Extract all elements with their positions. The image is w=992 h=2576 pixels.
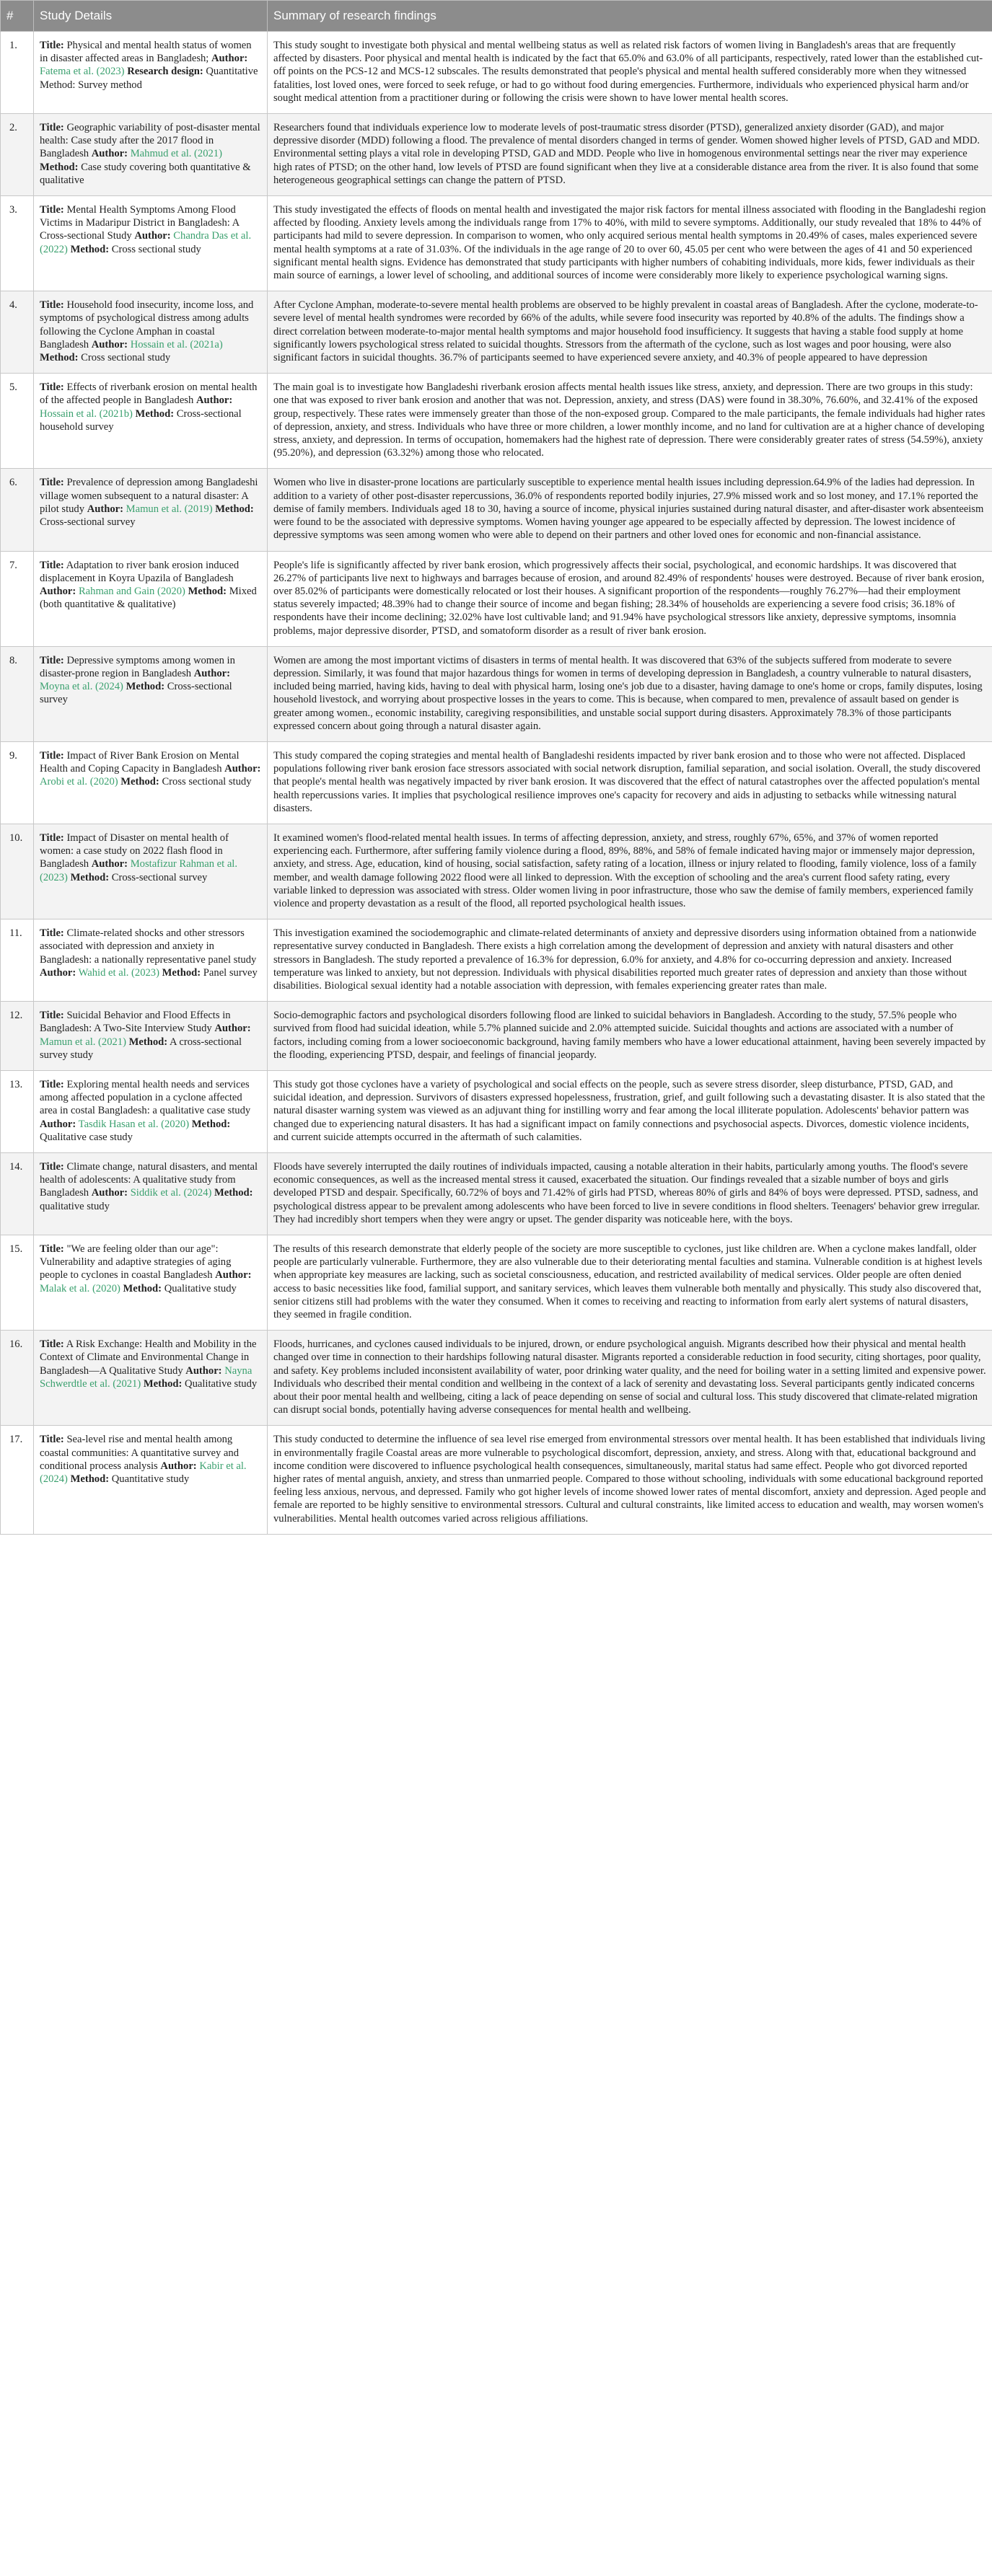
author-citation-link[interactable]: Hossain et al. (2021a) [130, 338, 223, 350]
study-title: Prevalence of depression among Bangladeshi village women subsequent to a natural disaster: A pilot study [40, 477, 258, 515]
summary-cell [268, 1235, 992, 1331]
study-title: A Risk Exchange: Health and Mobility in the Context of Climate and Environmental Change in Bangladesh—A Qualitative Study [40, 1338, 257, 1377]
author-citation-link[interactable]: Nayna Schwerdtle et al. (2021) [40, 1364, 253, 1390]
summary-cell [268, 824, 992, 919]
study-details-cell [34, 741, 268, 824]
row-number-text: 13. [9, 1079, 23, 1090]
row-number [1, 1235, 34, 1331]
table-row [1, 374, 992, 469]
summary-cell [268, 551, 992, 646]
row-number [1, 1153, 34, 1235]
author-label: Author: [215, 1269, 252, 1282]
study-title: Mental Health Symptoms Among Flood Victims in Madaripur District in Bangladesh: A Cross-sectional Study [40, 204, 240, 242]
row-number-text: 12. [9, 1010, 23, 1022]
author-citation-link[interactable]: Tasdik Hasan et al. (2020) [78, 1118, 190, 1130]
method-label: Method: [126, 681, 165, 693]
summary-cell [268, 291, 992, 374]
summary-cell [268, 114, 992, 196]
study-method: Panel survey [203, 966, 258, 979]
row-number-text: 4. [9, 299, 17, 312]
table-row [1, 551, 992, 646]
summary-text: Researchers found that individuals experience low to moderate levels of post-traumatic stress disorder (PTSD), generalized anxiety disorder (GAD), and major depressive disorder (MDD) following a flood. The prevalence of mental disorders changed in terms of gender. Women showed higher levels of PTSD, GAD and MDD. Environmental setting plays a vital role in developing PTSD, GAD and MDD. People who live in homogenous environmental settings near the river may experience high rates of PTSD; on the other hand, low levels of PTSD are found significant when they live at a considerable distance area from the river. It is also found that some heterogeneous geographical settings can change the pattern of PTSD. [273, 122, 980, 186]
study-method: Cross-sectional household survey [40, 407, 242, 433]
study-title: Effects of riverbank erosion on mental health of the affected people in Bangladesh [40, 381, 258, 407]
author-label: Author: [224, 763, 261, 775]
summary-text: This investigation examined the sociodemographic and climate-related determinants of anxiety and depressive disorders using information obtained from a nationwide representative survey conducted in Bangladesh. There exists a high correlation among the development of depression and anxiety with natural disasters and other stressors in Bangladesh. The study reported a prevalence of 16.3% for depression, 6.0% for anxiety, and 4.8% for co-occurring depression and anxiety. Increased temperature was linked to anxiety, but not depression. Individuals with physical disabilities reported much greater rates of depression and anxiety than those without disabilities. Biological sexual identity had a notable association with depression, with females experiencing greater rates than male. [273, 927, 977, 992]
row-number [1, 741, 34, 824]
header-summary: Summary of research findings [268, 1, 992, 32]
summary-cell [268, 741, 992, 824]
row-number [1, 469, 34, 551]
row-number [1, 919, 34, 1002]
study-title: Physical and mental health status of women in disaster affected areas in Bangladesh; [40, 40, 252, 65]
summary-text: Women are among the most important victims of disasters in terms of mental health. It was discovered that 63% of the subjects suffered from moderate to severe depression. Similarly, it was found that major hazardous things for women in terms of developing depression in Bangladesh, a country vulnerable to natural disasters, included being married, having kids, having to deal with physical harm, losing one's job due to a disaster, having damage to one's home or crops, family disputes, losing household livestock, and worrying about prospective losses in the years to come. This is because, when compared to men, prevalence of assault based on gender is greater among women., economic instability, caregiving responsibilities, and unstable social support during disasters. Approximately 78.3% of those participants expressed concern about going through a natural disaster again. [273, 654, 983, 732]
study-details-cell [34, 469, 268, 551]
row-number-text: 7. [9, 559, 17, 571]
author-label: Author: [211, 53, 248, 65]
study-title: Depressive symptoms among women in disaster-prone region in Bangladesh [40, 654, 235, 679]
author-label: Author: [91, 858, 128, 870]
summary-cell [268, 469, 992, 551]
method-label: Method: [40, 352, 79, 364]
row-number-text: 17. [9, 1434, 23, 1446]
table-row [1, 32, 992, 114]
author-label: Author: [91, 338, 128, 350]
study-details-cell [34, 1426, 268, 1534]
author-citation-link[interactable]: Malak et al. (2020) [40, 1282, 120, 1294]
method-label: Method: [191, 1118, 231, 1130]
method-label: Research design: [127, 66, 203, 78]
summary-text: This study investigated the effects of floods on mental health and investigated the major risk factors for mental illness associated with flooding in the Bangladeshi region affected by flooding. Anxiety levels among the individuals range from 17% to 40%, with mild to severe symptoms. Additionally, our study revealed that 18% to 44% of participants had mild to severe depression. In comparison to women, who only acquired serious mental health symptoms in 20.49% of cases, males experienced severe mental health symptoms at a rate of 31.03%. Of the individuals in the age range of 20 to over 60, 45.05 per cent who were between the ages of 41 and 50 experienced significant mental health signs. Evidence has demonstrated that study participants with higher numbers of cohabiting individuals, more kids, fewer individuals as their main source of earnings, a lower level of schooling, and additional sources of income were considerably more likely to experience psychological warning signs. [273, 204, 986, 282]
title-label: Title: [40, 832, 64, 844]
title-label: Title: [40, 204, 64, 216]
method-label: Method: [128, 1036, 168, 1048]
method-label: Method: [123, 1282, 162, 1294]
author-label: Author: [193, 667, 230, 679]
title-label: Title: [40, 749, 64, 762]
title-label: Title: [40, 559, 64, 571]
table-row [1, 1153, 992, 1235]
table-row [1, 1331, 992, 1426]
summary-cell [268, 1331, 992, 1426]
title-label: Title: [40, 1434, 64, 1446]
table-row [1, 1235, 992, 1331]
study-title: "We are feeling older than our age": Vulnerability and adaptive strategies of aging people to cyclones in coastal Bangladesh [40, 1243, 232, 1282]
title-label: Title: [40, 1161, 64, 1173]
method-label: Method: [214, 1187, 253, 1199]
study-title: Exploring mental health needs and services among affected population in a cyclone affected area in costal Bangladesh: a qualitative case study [40, 1079, 251, 1117]
study-title: Sea-level rise and mental health among coastal communities: A quantitative survey and conditional process analysis [40, 1434, 240, 1472]
study-title: Suicidal Behavior and Flood Effects in Bangladesh: A Two-Site Interview Study [40, 1010, 231, 1035]
summary-text: People's life is significantly affected by river bank erosion, which progressively affects their social, psychological, and economic hardships. It was discovered that 26.27% of participants live next to highways and barrages because of erosion, and around 82.49% of respondents' houses were destroyed. Because of river bank erosion, over 85.02% of participants were domestically relocated or lost their houses. A significant proportion of the respondents—roughly 76.27%—had their employment status severely impacted; 48.39% had to change their source of income and began fishing; 28.34% of households are experiencing a severe food crisis; 36.18% of respondents have their income declining; 32.02% have lost cultivable land; and 91.94% have psychological stressors like anxiety, depressive symptoms, insomnia problems, major depressive disorder, PTSD, and somatoform disorder as a result of river bank erosion. [273, 559, 985, 637]
table-row [1, 1426, 992, 1534]
study-details-cell [34, 114, 268, 196]
title-label: Title: [40, 1079, 64, 1090]
row-number-text: 15. [9, 1243, 23, 1256]
row-number-text: 10. [9, 832, 23, 844]
study-method: Qualitative study [164, 1282, 237, 1294]
table-row [1, 1071, 992, 1153]
summary-text: After Cyclone Amphan, moderate-to-severe mental health problems are observed to be highly prevalent in coastal areas of Bangladesh. After the cyclone, moderate-to-severe level of mental health syndromes were recorded by 66% of the adults, while severe food insecurity was reported by 40.8% of the adults. The findings show a direct correlation between moderate-to-major mental health symptoms and major household food insufficiency. It suggests that having a stable food supply at home significantly lowers psychological stress related to suicidal thoughts. Stressors from the aftermath of the cyclone, such as lost wages and poor housing, were also significant factors in suicidal thoughts. 36.7% of participants seemed to have experienced severe anxiety, and 40.3% of people appeared to have depression [273, 299, 978, 364]
study-details-cell [34, 374, 268, 469]
author-citation-link[interactable]: Mostafizur Rahman et al. (2023) [40, 858, 238, 883]
row-number [1, 646, 34, 741]
study-details-cell [34, 32, 268, 114]
method-label: Method: [135, 407, 175, 420]
method-label: Method: [215, 503, 254, 515]
study-method: Cross sectional study [111, 243, 201, 255]
study-title: Climate-related shocks and other stressors associated with depression and anxiety in Bangladesh: a nationally representative panel study [40, 927, 257, 966]
author-label: Author: [160, 1460, 197, 1472]
study-method: A cross-sectional survey study [40, 1036, 242, 1061]
summary-cell [268, 32, 992, 114]
row-number [1, 291, 34, 374]
study-method: Case study covering both quantitative & qualitative [40, 161, 251, 186]
row-number-text: 11. [9, 927, 22, 940]
author-citation-link[interactable]: Arobi et al. (2020) [40, 776, 118, 788]
study-title: Household food insecurity, income loss, and symptoms of psychological distress among adults following the Cyclone Amphan in coastal Bangladesh [40, 299, 254, 350]
row-number-text: 14. [9, 1161, 23, 1173]
row-number-text: 1. [9, 40, 17, 51]
study-method: Qualitative study [185, 1377, 258, 1390]
study-method: Cross sectional study [81, 352, 171, 364]
row-number-text: 2. [9, 122, 17, 134]
method-label: Method: [70, 243, 110, 255]
method-label: Method: [143, 1377, 183, 1390]
title-label: Title: [40, 927, 64, 940]
study-method: Cross-sectional survey [40, 516, 136, 529]
author-label: Author: [196, 394, 233, 407]
summary-text: Women who live in disaster-prone locations are particularly susceptible to experience mental health issues including depression.64.9% of the ladies had depression. In addition to a variety of other post-disaster repercussions, 36.0% of respondents reported bodily injuries, 27.9% missed work and so lost money, and 17.1% reported the demise of family members. Individuals aged 18 to 30, having a source of income, physical injuries sustained during natural disaster, and after-disaster work absenteeism were found to be the associated with depressive symptoms. Women having younger age appeared to be especially affected by depression. The lowest incidence of depressive symptoms was seen among women who were able to depend on their partners and other loved ones for economic and non-financial assistance. [273, 477, 984, 542]
row-number-text: 6. [9, 477, 17, 489]
summary-text: This study sought to investigate both physical and mental wellbeing status as well as related risk factors of women living in Bangladesh's areas that are frequently affected by disasters. Poor physical and mental health is indicated by the fact that 65.0% and 63.0% of all participants, respectively, rated lower than the established cut-off points on the PCS-12 and MCS-12 subscales. The results demonstrated that people's physical and mental health suffered considerably more when they witnessed fatalities, lost loved ones, were forced to seek refuge, or had to go without food during emergencies. Furthermore, individuals who experienced physical harm and/or sought medical attention from a practitioner during or following the crisis were shown to have lower mental health scores. [273, 40, 983, 104]
method-label: Method: [162, 966, 201, 979]
title-label: Title: [40, 381, 64, 394]
row-number [1, 32, 34, 114]
author-label: Author: [40, 966, 76, 979]
author-citation-link[interactable]: Rahman and Gain (2020) [78, 585, 185, 597]
study-method: Cross-sectional survey [40, 681, 232, 706]
row-number-text: 5. [9, 381, 17, 394]
author-citation-link[interactable]: Wahid et al. (2023) [78, 966, 159, 979]
study-method: Quantitative Method: Survey method [40, 66, 258, 91]
row-number-text: 3. [9, 204, 17, 216]
author-citation-link[interactable]: Moyna et al. (2024) [40, 681, 123, 693]
study-title: Climate change, natural disasters, and mental health of adolescents: A qualitative study from Bangladesh [40, 1161, 258, 1199]
author-label: Author: [87, 503, 123, 515]
title-label: Title: [40, 1338, 64, 1351]
author-label: Author: [40, 1118, 76, 1130]
summary-text: This study got those cyclones have a variety of psychological and social effects on the people, such as severe stress disorder, sleep disturbance, PTSD, GAD, and suicidal ideation, and depression. Survivors of disasters expressed hopelessness, frustration, grief, and guilt following such a devastating disaster. It is also stated that the natural disaster warning system was viewed as an adjuvant thing for instilling worry and fear among the local illiterate population. Adolescents' behavior pattern was changed due to experiencing natural disasters. It has had a significant impact on family connections and psychosocial aspects. Divorces, domestic violence incidents, and current suicide attempts occurred in the aftermath of such calamities. [273, 1079, 986, 1143]
author-label: Author: [91, 148, 128, 160]
summary-text: Floods have severely interrupted the daily routines of individuals impacted, causing a notable alteration in their habits, particularly among youths. The flood's severe economic consequences, as well as the increased mental stress it caused, exacerbated the situation. Our findings revealed that a sizable number of boys and girls developed PTSD and despair. Specifically, 60.72% of boys and 71.42% of girls had PTSD, whereas 80% of girls and 84% of boys were depressed. PTSD, sadness, and psychological distress appear to be prevalent among adolescents who have been forced to live in severe conditions in flood shelters. Teenagers' behavior grew irregular. They had incredibly short tempers when they were angry or upset. The gender disparity was noticeable here, with the boys. [273, 1161, 980, 1225]
summary-text: The results of this research demonstrate that elderly people of the society are more susceptible to cyclones, just like children are. When a cyclone makes landfall, older people are particularly vulnerable. Furthermore, they are also vulnerable due to their deteriorating mental faculties and stamina. Vulnerable condition is at highest levels when appropriate key measures are lacking, such as societal consciousness, education, and restricted availability of medical services. Older people are often denied access to basic necessities like food, familial support, and sanitary services, which leaves them vulnerable both mentally and physically. This study also discovered that, senior citizens still had problems with the water they consumed. When it comes to receiving and reacting to information from early alert systems of natural disasters, they seemed in fragile condition. [273, 1243, 983, 1321]
summary-text: This study conducted to determine the influence of sea level rise emerged from environmental stressors over mental health. It has been established that individuals living in environmentally fragile Coastal areas are more vulnerable to psychological discomfort, depression, anxiety, and stress. Along with that, educational background and income condition were discovered to influence psychological health consequences, simultaneously, marital status had same effect. People who got divorced reported higher rates of mental anguish, anxiety, and stress than unmarried people. Compared to those without schooling, individuals with some educational background reported feeling less anxious, nervous, and depressed. Family who got higher levels of income showed lower rates of mental discomfort, anxiety and depression. Aged people and female are reported to be highly sensitive to environmental stressors. Cultural and cultural constraints, like limited access to education and wealth, may worsen women's vulnerabilities. Mental health outcomes varied across religious affiliations. [273, 1434, 986, 1525]
summary-cell [268, 374, 992, 469]
table-row [1, 114, 992, 196]
row-number [1, 196, 34, 291]
row-number [1, 374, 34, 469]
summary-cell [268, 1071, 992, 1153]
table-body [1, 32, 992, 1535]
row-number-text: 8. [9, 654, 17, 666]
study-details-cell [34, 919, 268, 1002]
summary-cell [268, 1153, 992, 1235]
study-method: Cross-sectional survey [111, 871, 208, 883]
summary-cell [268, 1002, 992, 1071]
summary-text: Floods, hurricanes, and cyclones caused individuals to be injured, drown, or endure psychological anguish. Migrants described how their physical and mental health changed over time in connection to their hardships following natural disaster. Migrants reported a considerable reduction in food security, citing shortages, poor quality, and safety. Key problems included inconsistent availability of water, poor drinking water quality, and the need for boiling water in a setting limited and expensive power. Individuals who described their mental condition and wellbeing in the context of a lack of serenity and devastating loss. Several participants gently indicated concerns about their poor mental health and wellbeing, citing a lack of peace depending on sense of social and cultural loss. This study discovered that climate-related migration can disrupt social bonds, potentially having adverse consequences for mental health and wellbeing. [273, 1338, 986, 1416]
title-label: Title: [40, 1010, 64, 1022]
header-study-details: Study Details [34, 1, 268, 32]
table-row [1, 1002, 992, 1071]
author-label: Author: [134, 230, 171, 242]
study-method: qualitative study [40, 1200, 110, 1212]
title-label: Title: [40, 1243, 64, 1256]
study-details-cell [34, 1331, 268, 1426]
author-citation-link[interactable]: Mamun et al. (2019) [126, 503, 213, 515]
author-label: Author: [214, 1023, 251, 1035]
table-row [1, 291, 992, 374]
summary-cell [268, 196, 992, 291]
study-method: Quantitative study [111, 1473, 190, 1486]
study-title: Impact of River Bank Erosion on Mental Health and Coping Capacity in Bangladesh [40, 749, 240, 775]
study-details-cell [34, 196, 268, 291]
study-details-cell [34, 824, 268, 919]
row-number-text: 9. [9, 749, 17, 762]
row-number [1, 1002, 34, 1071]
summary-text: It examined women's flood-related mental health issues. In terms of affecting depression, anxiety, and stress, roughly 67%, 65%, and 37% of women reported experiencing each. Furthermore, after suffering family violence during a flood, 89%, 88%, and 58% of female indicated having major or immensely major depression, anxiety, and stress. Age, education, kind of housing, social satisfaction, safety rating of a location, illness or injury related to flooding, family violence, loss of a family member, and wealth damage following 2022 flood were all linked to depression. With the exception of schooling and the area's current flood safety rating, every variable linked to depression was associated with stress. Older women living in poor infrastructure, those who saw the demise of family members, experienced family violence and property devastation as a result of the flood, all reported psychological health issues. [273, 832, 977, 909]
row-number [1, 551, 34, 646]
study-details-cell [34, 551, 268, 646]
method-label: Method: [70, 1473, 110, 1486]
study-details-cell [34, 291, 268, 374]
title-label: Title: [40, 477, 64, 489]
study-details-cell [34, 1153, 268, 1235]
study-details-cell [34, 1071, 268, 1153]
row-number [1, 824, 34, 919]
author-citation-link[interactable]: Kabir et al. (2024) [40, 1460, 247, 1486]
author-citation-link[interactable]: Fatema et al. (2023) [40, 66, 125, 78]
table-row [1, 469, 992, 551]
row-number [1, 1071, 34, 1153]
table-row [1, 196, 992, 291]
method-label: Method: [120, 776, 159, 788]
title-label: Title: [40, 654, 64, 666]
author-citation-link[interactable]: Chandra Das et al. (2022) [40, 230, 252, 255]
row-number [1, 114, 34, 196]
study-title: Adaptation to river bank erosion induced displacement in Koyra Upazila of Bangladesh [40, 559, 240, 584]
title-label: Title: [40, 299, 64, 312]
summary-text: The main goal is to investigate how Bangladeshi riverbank erosion affects mental health issues like stress, anxiety, and depression. There are two groups in this study: one that was exposed to river bank erosion and another that was not. Depression, anxiety, and stress (DAS) were found in 38.30%, 76.60%, and 32.41% of the exposed group, respectively. These rates were immensely greater than those of the non-exposed group. Compared to the male participants, the female individuals had higher rates of depression, anxiety, and stress. Individuals who have three or more children, a lower monthly income, and no land for cultivation are at a higher chance of developing stress, anxiety, and depression. In terms of occupation, homemakers had the highest rate of depression. There were considerably greater rates of stress (54.59%), anxiety (95.20%), and depression (63.32%) among those who relocated. [273, 381, 986, 459]
study-method: Qualitative case study [40, 1131, 133, 1143]
header-number: # [1, 1, 34, 32]
summary-text: Socio-demographic factors and psychological disorders following flood are linked to suicidal behaviors in Bangladesh. According to the study, 57.5% people who survived from flood had suicidal ideation, while 5.7% planned suicide and 2.0% attempted suicide. Suicidal thoughts and actions are associated with a number of factors, including coming from a lower socioeconomic background, having family members who have a lower educational attainment, having been severely impacted by the flooding, experiencing PTSD, despair, and feelings of financial jeopardy. [273, 1010, 986, 1061]
author-citation-link[interactable]: Mamun et al. (2021) [40, 1036, 126, 1048]
table-row [1, 824, 992, 919]
row-number [1, 1331, 34, 1426]
author-citation-link[interactable]: Mahmud et al. (2021) [130, 148, 222, 160]
summary-text: This study compared the coping strategies and mental health of Bangladeshi residents impacted by river bank erosion and to those who were not affected. Displaced populations following river bank erosion face stressors associated with social network disruption, familial separation, and social isolation. Overall, the study discovered that people's mental health was negatively impacted by river bank erosion. It was discovered that the effect of natural catastrophes over the affected population's mental health repercussions varies. It implies that psychological resilience improves one's capacity for recovery and aids in adjusting to setbacks while witnessing natural disasters. [273, 749, 980, 814]
table-row [1, 741, 992, 824]
row-number [1, 1426, 34, 1534]
author-citation-link[interactable]: Siddik et al. (2024) [130, 1187, 212, 1199]
table-header [1, 1, 992, 32]
study-details-cell [34, 646, 268, 741]
table-row [1, 646, 992, 741]
author-label: Author: [40, 585, 76, 597]
author-label: Author: [91, 1187, 128, 1199]
table-row [1, 919, 992, 1002]
study-method: Cross sectional study [162, 776, 252, 788]
author-citation-link[interactable]: Hossain et al. (2021b) [40, 407, 133, 420]
method-label: Method: [70, 871, 110, 883]
title-label: Title: [40, 40, 64, 51]
study-details-cell [34, 1235, 268, 1331]
title-label: Title: [40, 122, 64, 134]
author-label: Author: [185, 1364, 222, 1377]
study-title: Impact of Disaster on mental health of women: a case study on 2022 flash flood in Bangladesh [40, 832, 229, 870]
study-method: Mixed (both quantitative & qualitative) [40, 585, 257, 611]
summary-cell [268, 919, 992, 1002]
study-details-cell [34, 1002, 268, 1071]
header-row [1, 1, 992, 32]
summary-cell [268, 646, 992, 741]
method-label: Method: [188, 585, 227, 597]
summary-cell [268, 1426, 992, 1534]
study-title: Geographic variability of post-disaster mental health: Case study after the 2017 flood in Bangladesh [40, 122, 260, 160]
row-number-text: 16. [9, 1338, 23, 1351]
method-label: Method: [40, 161, 79, 173]
